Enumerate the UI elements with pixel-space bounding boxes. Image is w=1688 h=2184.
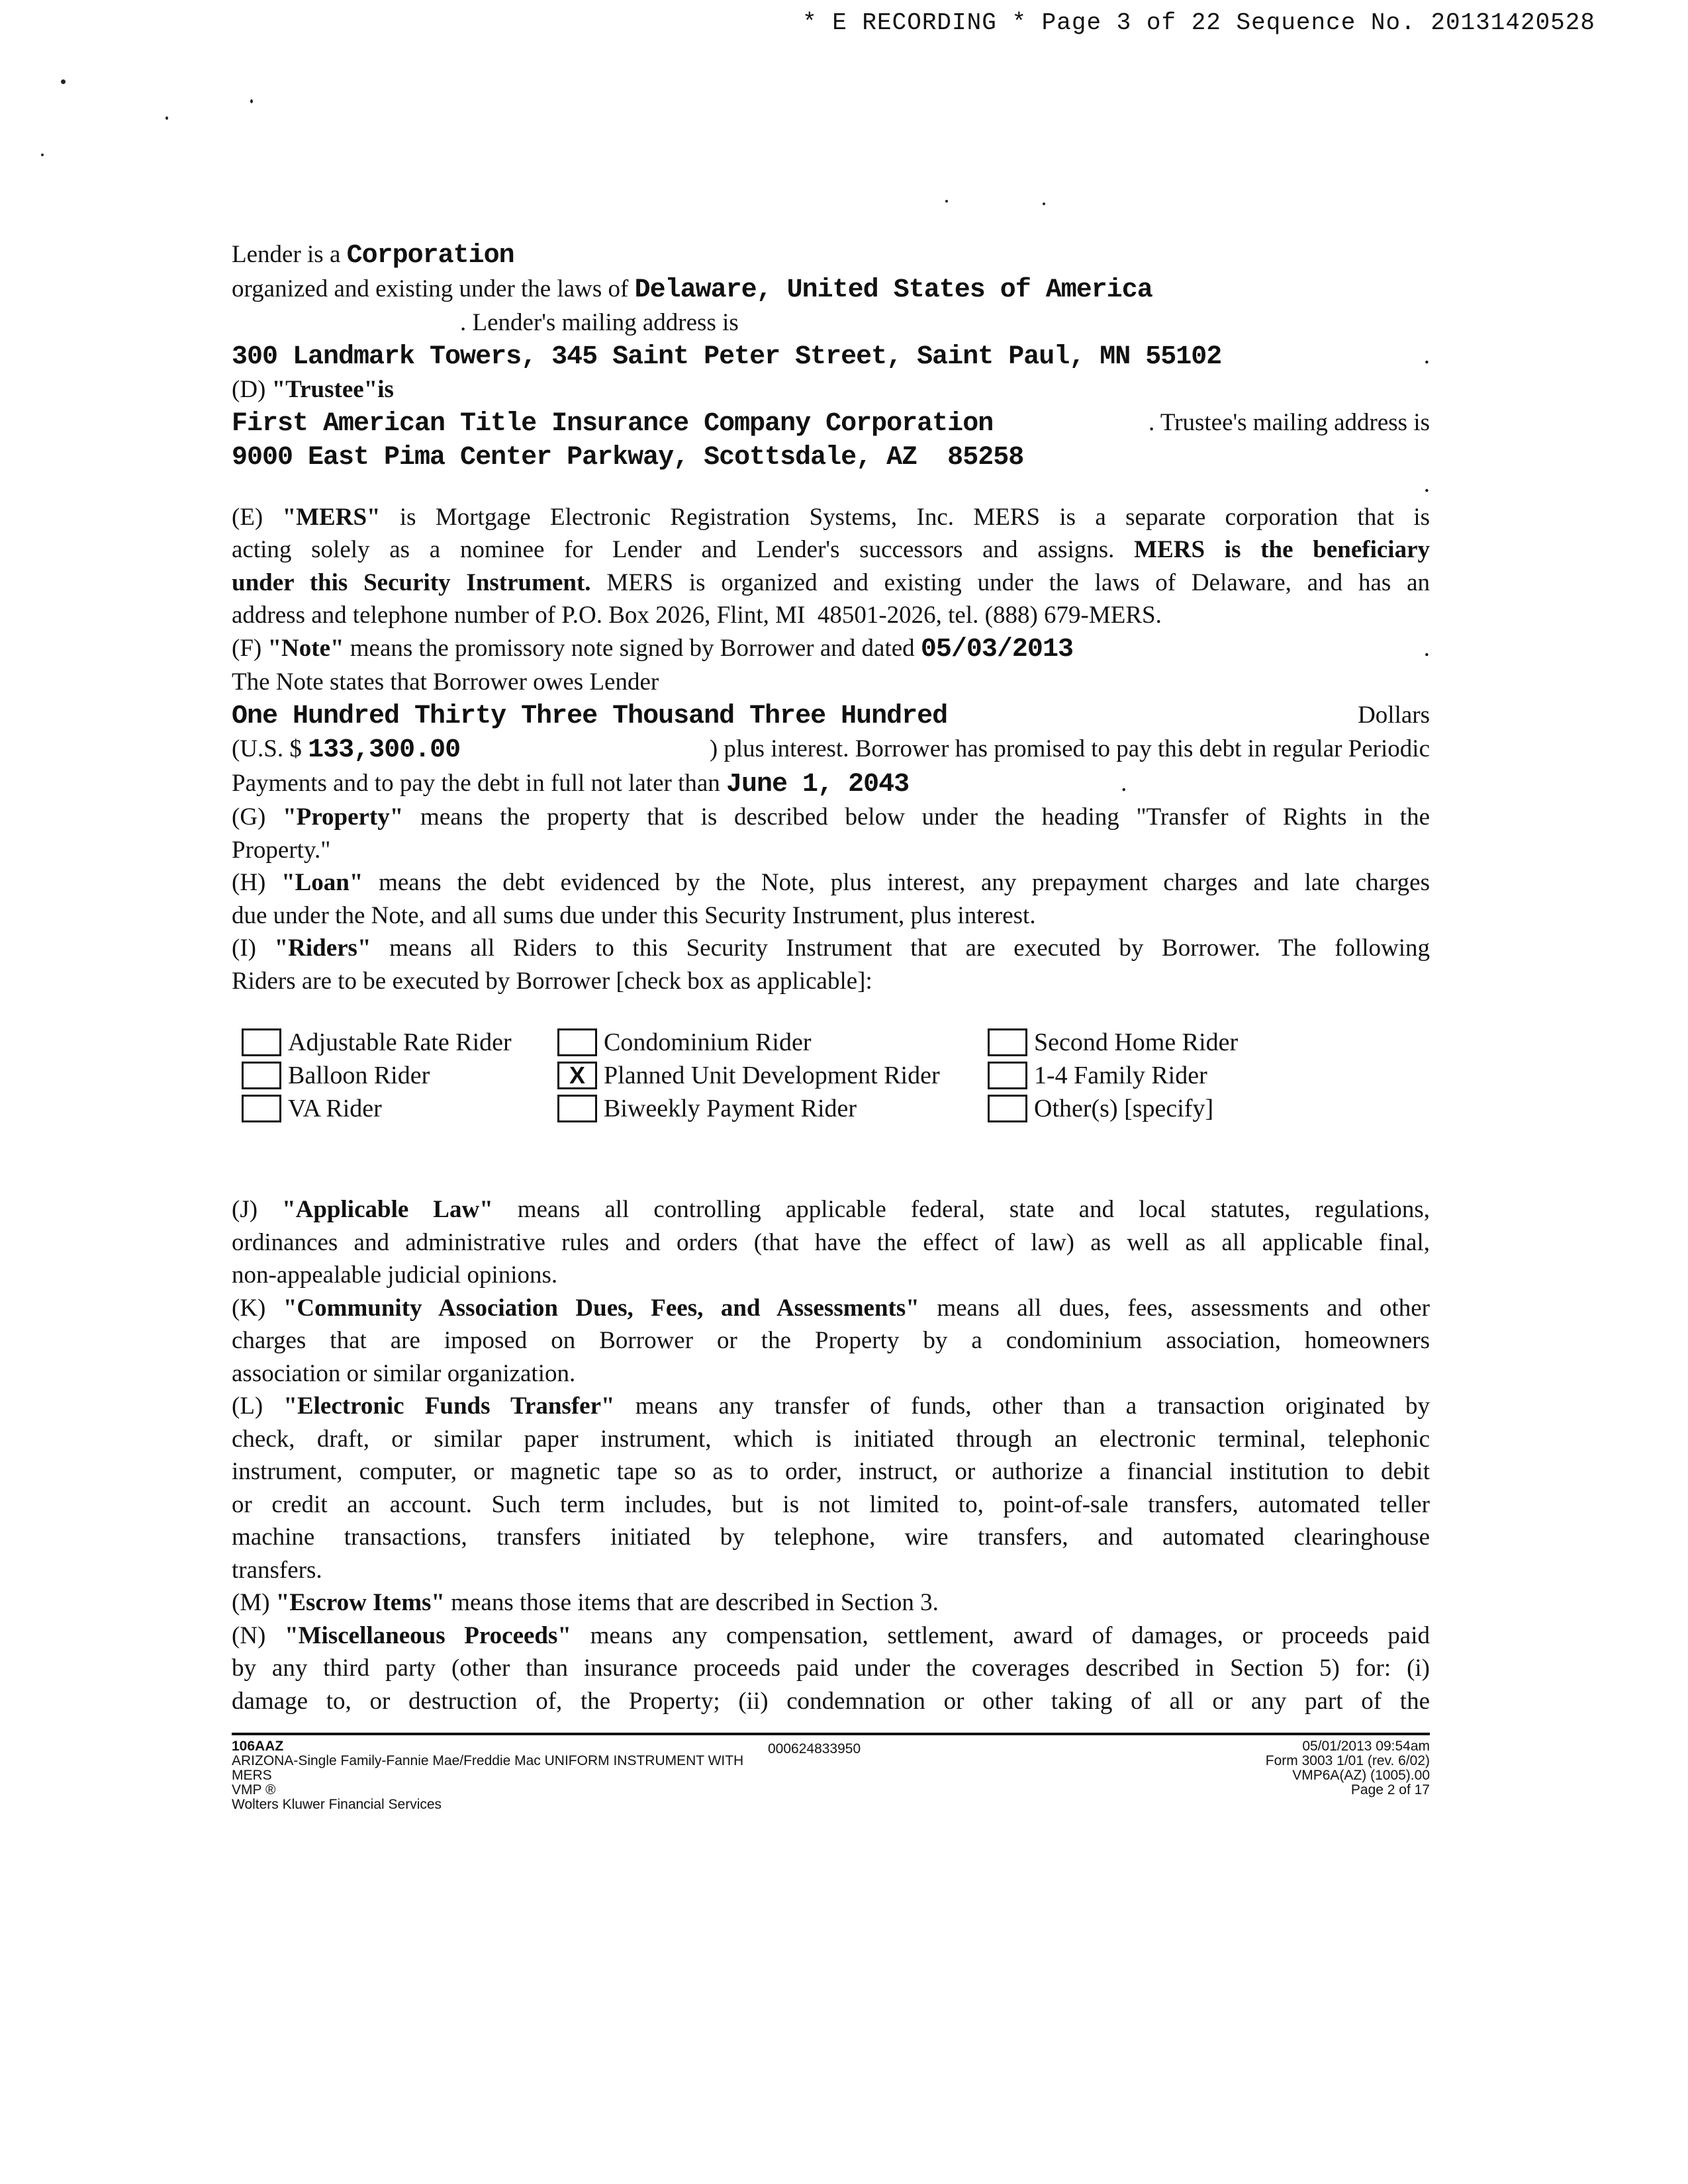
riders-checkbox-grid — [242, 1026, 1367, 1125]
scan-speck — [1043, 203, 1045, 205]
mers-instrument-bold: under this Security Instrument. — [232, 569, 591, 596]
note-payments-text: Payments and to pay the debt in full not later than — [232, 769, 727, 797]
property-line-1 — [232, 801, 1430, 834]
community-line-3: association or similar organization. — [232, 1359, 576, 1387]
lender-type: Corporation — [346, 241, 514, 271]
note-amount-words: One Hundred Thirty Three Thousand Three Hundred — [232, 701, 948, 731]
escrow-text-1: means those items that are described in Section 3. — [444, 1589, 939, 1616]
document-body — [232, 238, 1430, 997]
rider-biweekly-payment — [557, 1094, 988, 1123]
rider-checkbox[interactable] — [988, 1095, 1027, 1122]
rider-label: Second Home Rider — [1034, 1028, 1239, 1056]
rider-label: Balloon Rider — [288, 1062, 430, 1089]
footer-timestamp: 05/01/2013 09:54am — [1302, 1739, 1430, 1754]
note-us-prefix: (U.S. $ — [232, 735, 308, 762]
rider-checkbox-checked[interactable]: X — [557, 1062, 597, 1089]
mers-line-2 — [232, 533, 1430, 567]
rider-balloon — [242, 1061, 557, 1090]
eft-line-1 — [232, 1390, 1430, 1423]
applicable-law-code: (J) — [232, 1196, 283, 1223]
community-line-2: charges that are imposed on Borrower or the Property by a condominium association, homeowners — [232, 1327, 1430, 1354]
trustee-address-end: . — [1423, 470, 1430, 498]
note-code: (F) — [232, 634, 268, 662]
rider-second-home — [988, 1028, 1238, 1057]
applicable-law-line-2: ordinances and administrative rules and orders (that have the effect of law) as well as all applicable final, — [232, 1228, 1430, 1256]
escrow-term: "Escrow Items" — [275, 1589, 445, 1616]
mers-code: (E) — [232, 503, 283, 531]
lender-laws-line — [232, 273, 1430, 307]
rider-label: Other(s) [specify] — [1034, 1095, 1214, 1122]
community-term: "Community Association Dues, Fees, and Assessments" — [283, 1294, 919, 1322]
note-term: "Note" — [267, 634, 344, 662]
note-amount-line — [232, 733, 1430, 767]
riders-text-1: means all Riders to this Security Instrument that are executed by Borrower. The following — [371, 934, 1430, 962]
riders-def-line-2: Riders are to be executed by Borrower [check box as applicable]: — [232, 967, 872, 995]
rider-checkbox[interactable] — [557, 1028, 597, 1056]
footer-code: 106AAZ — [232, 1739, 284, 1754]
mers-text-3: MERS is organized and existing under the laws of Delaware, and has an — [590, 569, 1430, 596]
property-text-1: means the property that is described below under the heading "Transfer of Rights in the — [403, 803, 1430, 831]
mers-line-1 — [232, 501, 1430, 534]
lender-organized-text: organized and existing under the laws of — [232, 275, 635, 302]
property-code: (G) — [232, 803, 283, 831]
community-text-1: means all dues, fees, assessments and other — [919, 1294, 1430, 1322]
note-payments-line — [232, 767, 1430, 801]
recording-header: * E RECORDING * Page 3 of 22 Sequence No. 20131420528 — [802, 9, 1595, 36]
misc-code: (N) — [232, 1621, 285, 1649]
lender-address: 300 Landmark Towers, 345 Saint Peter Street, Saint Paul, MN 55102 — [232, 341, 1222, 372]
note-owes-line: The Note states that Borrower owes Lender — [232, 668, 659, 696]
eft-code: (L) — [232, 1392, 284, 1420]
trustee-address-line — [232, 440, 1430, 475]
rider-checkbox[interactable] — [988, 1028, 1027, 1056]
community-line-1 — [232, 1292, 1430, 1325]
eft-text-1: means any transfer of funds, other than a transaction originated by — [614, 1392, 1430, 1420]
rider-planned-unit-development — [557, 1061, 988, 1090]
rider-checkbox[interactable] — [557, 1095, 597, 1122]
rider-others — [988, 1094, 1213, 1123]
misc-line-3: damage to, or destruction of, the Property; (ii) condemnation or other taking of all or any part of the — [232, 1687, 1430, 1715]
eft-term: "Electronic Funds Transfer" — [283, 1392, 615, 1420]
misc-line-1 — [232, 1619, 1430, 1653]
note-amount-words-line — [232, 699, 1430, 733]
mers-term: "MERS" — [282, 503, 381, 531]
rider-va — [242, 1094, 557, 1123]
note-amount: 133,300.00 — [308, 735, 461, 765]
scan-speck — [945, 200, 948, 203]
escrow-line-1 — [232, 1586, 1430, 1619]
escrow-code: (M) — [232, 1589, 276, 1616]
eft-line-5: machine transactions, transfers initiated by telephone, wire transfers, and automated clearinghouse — [232, 1524, 1430, 1551]
footer-page-number: Page 2 of 17 — [1350, 1782, 1430, 1797]
loan-text-1: means the debt evidenced by the Note, plus interest, any prepayment charges and late charges — [363, 869, 1430, 896]
misc-line-2: by any third party (other than insurance proceeds paid under the coverages described in Section 5) for: (i) — [232, 1655, 1430, 1682]
rider-label: Adjustable Rate Rider — [288, 1028, 512, 1056]
footer-vmp: VMP ® — [232, 1782, 276, 1797]
riders-row — [242, 1026, 1367, 1059]
applicable-law-text-1: means all controlling applicable federal, state and local statutes, regulations, — [492, 1196, 1430, 1223]
misc-text-1: means any compensation, settlement, award of damages, or proceeds paid — [571, 1621, 1430, 1649]
rider-label: Planned Unit Development Rider — [604, 1062, 940, 1089]
rider-label: 1-4 Family Rider — [1034, 1062, 1207, 1089]
property-term: "Property" — [283, 803, 404, 831]
riders-row — [242, 1059, 1367, 1092]
lender-address-line — [232, 340, 1430, 374]
trustee-name: First American Title Insurance Company Corporation — [232, 408, 994, 439]
applicable-law-term: "Applicable Law" — [282, 1196, 493, 1223]
document-body-continued — [232, 1193, 1430, 1717]
rider-label: Condominium Rider — [604, 1028, 812, 1056]
lender-mailing-label: . Lender's mailing address is — [460, 309, 739, 336]
note-text: means the promissory note signed by Borrower and dated — [344, 634, 921, 662]
trustee-mailing-label: . Trustee's mailing address is — [1149, 408, 1430, 436]
footer-loan-number: 000624833950 — [768, 1741, 861, 1756]
community-code: (K) — [232, 1294, 283, 1322]
riders-def-line-1 — [232, 932, 1430, 965]
riders-row — [242, 1092, 1367, 1125]
lender-type-line — [232, 238, 1430, 273]
eft-line-2: check, draft, or similar paper instrument, which is initiated through an electronic terminal, telephonic — [232, 1425, 1430, 1453]
loan-line-1 — [232, 866, 1430, 899]
loan-term: "Loan" — [281, 869, 363, 896]
rider-checkbox[interactable] — [242, 1028, 281, 1056]
applicable-law-line-3: non-appealable judicial opinions. — [232, 1261, 558, 1289]
scan-speck — [250, 99, 253, 103]
footer-right — [1266, 1739, 1430, 1812]
note-date-end: . — [1423, 634, 1430, 662]
eft-line-6: transfers. — [232, 1556, 322, 1584]
rider-label: Biweekly Payment Rider — [604, 1095, 857, 1122]
rider-checkbox[interactable] — [988, 1062, 1027, 1089]
lender-address-end: . — [1423, 341, 1430, 369]
lender-laws-of: Delaware, United States of America — [634, 275, 1152, 305]
note-line — [232, 632, 1430, 666]
form-footer — [232, 1733, 1430, 1812]
mers-line-3 — [232, 567, 1430, 600]
trustee-label: "Trustee"is — [271, 376, 394, 403]
trustee-address-end-line — [232, 470, 1430, 501]
mers-beneficiary-bold: MERS is the beneficiary — [1134, 536, 1430, 563]
rider-checkbox[interactable] — [242, 1095, 281, 1122]
trustee-label-line — [232, 373, 1430, 406]
note-after-amount: ) plus interest. Borrower has promised to pay this debt in regular Periodic — [709, 735, 1430, 762]
mers-text-2: acting solely as a nominee for Lender and Lender's successors and assigns. — [232, 536, 1135, 563]
scan-speck — [61, 79, 66, 84]
rider-adjustable-rate — [242, 1028, 557, 1057]
note-date: 05/03/2013 — [920, 634, 1073, 664]
note-maturity-date: June 1, 2043 — [726, 769, 910, 799]
lender-intro: Lender is a — [232, 241, 347, 268]
trustee-code: (D) — [232, 376, 272, 403]
loan-code: (H) — [232, 869, 282, 896]
misc-term: "Miscellaneous Proceeds" — [285, 1621, 571, 1649]
riders-code: (I) — [232, 934, 275, 962]
rider-condominium — [557, 1028, 988, 1057]
footer-publisher: Wolters Kluwer Financial Services — [232, 1797, 442, 1812]
applicable-law-line-1 — [232, 1193, 1430, 1226]
eft-line-4: or credit an account. Such term includes, but is not limited to, point-of-sale transfers, automated teller — [232, 1490, 1430, 1518]
footer-vmp-code: VMP6A(AZ) (1005).00 — [1292, 1768, 1430, 1783]
mers-text-1: is Mortgage Electronic Registration Systems, Inc. MERS is a separate corporation that is — [380, 503, 1430, 531]
property-line-2: Property." — [232, 836, 331, 864]
footer-form-number: Form 3003 1/01 (rev. 6/02) — [1265, 1753, 1430, 1768]
scan-speck — [165, 116, 168, 120]
loan-line-2: due under the Note, and all sums due under this Security Instrument, plus interest. — [232, 901, 1036, 929]
lender-mailing-line — [232, 306, 1430, 340]
footer-left — [232, 1739, 761, 1812]
rider-1-4-family — [988, 1061, 1207, 1090]
note-dollars-label: Dollars — [1358, 701, 1430, 729]
rider-checkbox[interactable] — [242, 1062, 281, 1089]
eft-line-3: instrument, computer, or magnetic tape so as to order, instruct, or authorize a financial institution to debit — [232, 1458, 1430, 1485]
mers-line-4: address and telephone number of P.O. Box 2026, Flint, MI 48501-2026, tel. (888) 679-MERS. — [232, 602, 1162, 629]
trustee-name-line — [232, 406, 1430, 441]
footer-form-title: ARIZONA-Single Family-Fannie Mae/Freddie Mac UNIFORM INSTRUMENT WITH MERS — [232, 1753, 744, 1783]
rider-label: VA Rider — [288, 1095, 382, 1122]
trustee-address: 9000 East Pima Center Parkway, Scottsdale, AZ 85258 — [232, 443, 1024, 473]
note-maturity-end: . — [1121, 769, 1127, 797]
scan-speck — [41, 154, 44, 156]
riders-term: "Riders" — [274, 934, 371, 962]
